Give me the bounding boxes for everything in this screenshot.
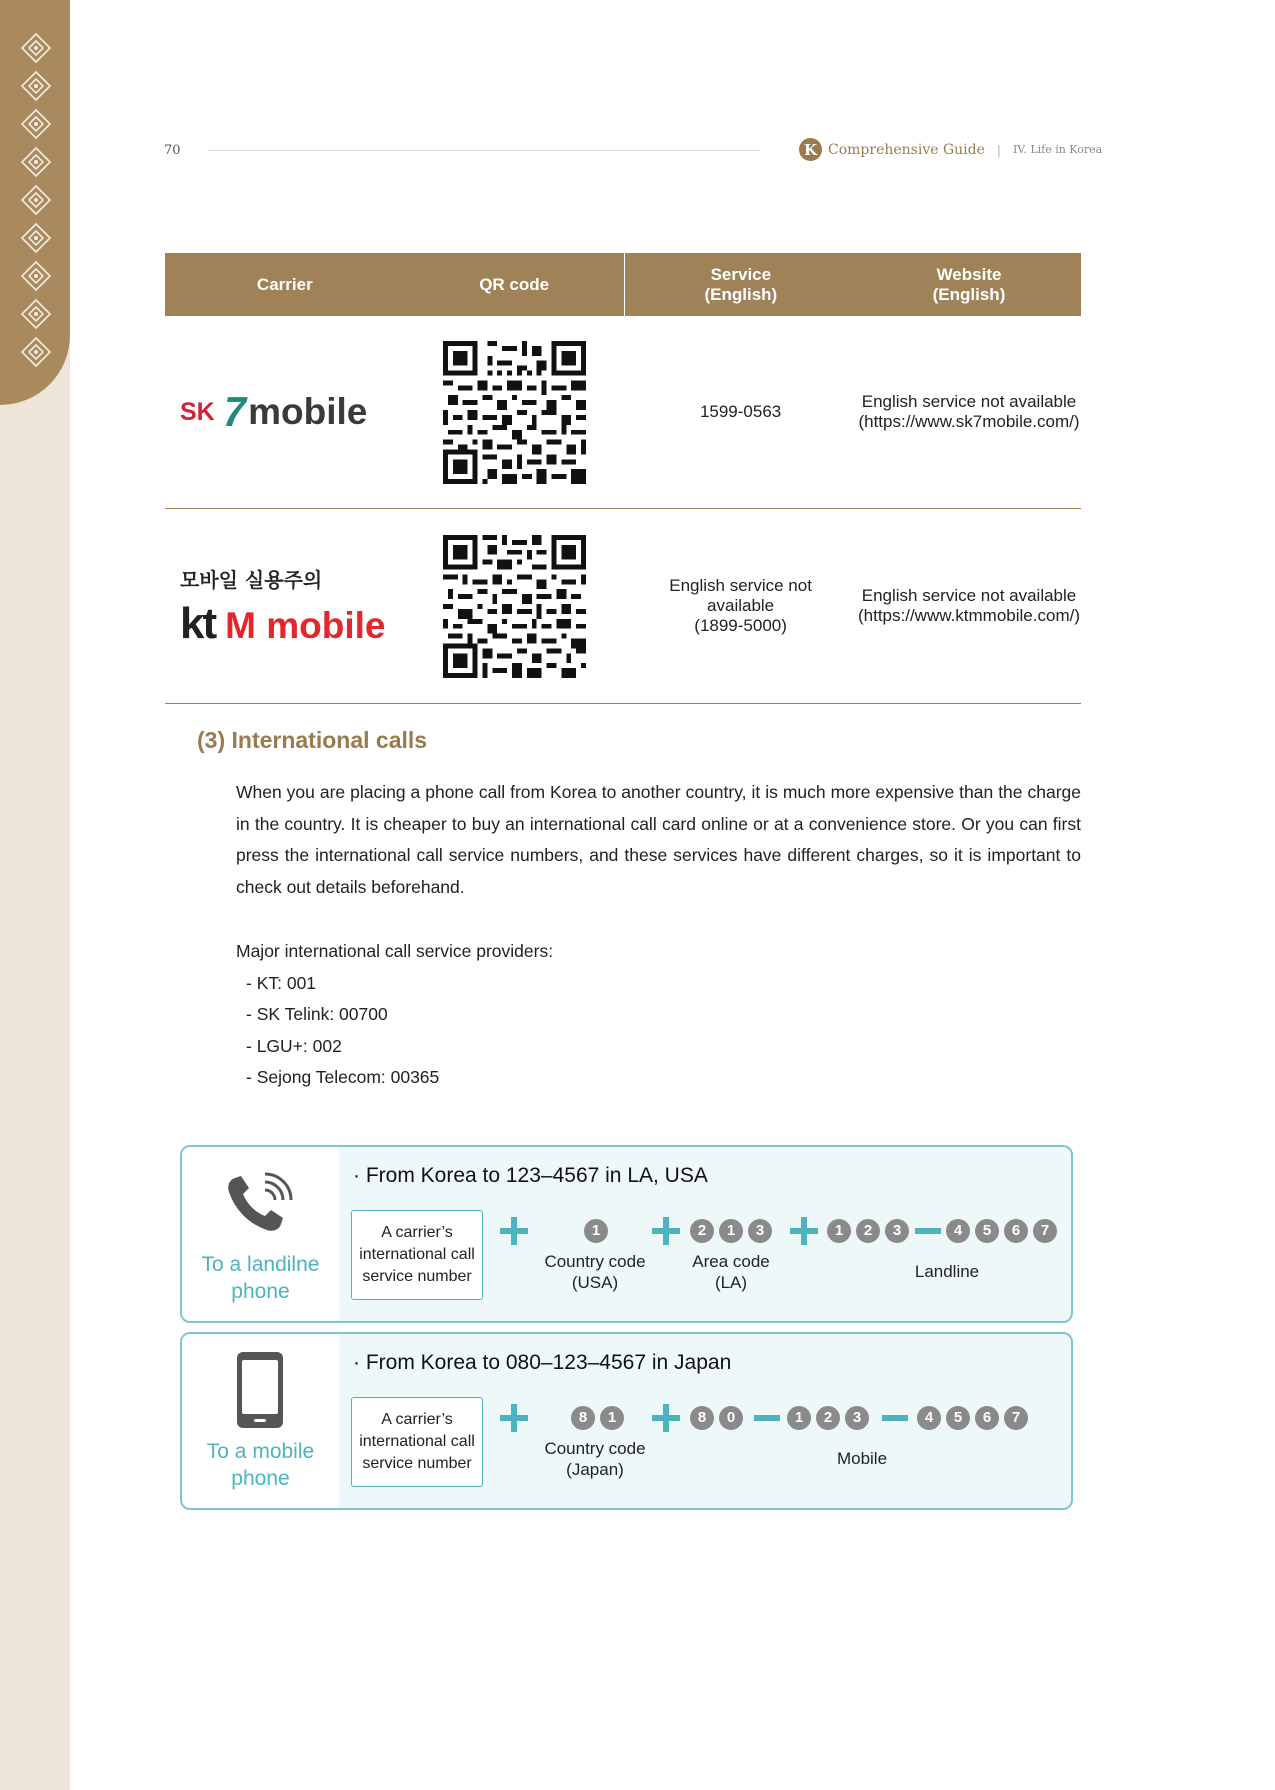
dash-icon — [915, 1228, 941, 1234]
ornament-icon — [20, 184, 52, 216]
digit-badge: 3 — [885, 1219, 909, 1243]
sk7mobile-logo — [166, 388, 404, 436]
digit-badge: 8 — [571, 1406, 595, 1430]
qr-cell — [405, 316, 625, 509]
digit-badge: 2 — [690, 1219, 714, 1243]
landline-example-title: · From Korea to 123–4567 in LA, USA — [353, 1164, 708, 1187]
dash-icon — [754, 1415, 780, 1421]
section-heading: (3) International calls — [197, 727, 428, 753]
logo-mmobile-text: M mobile — [225, 604, 386, 646]
digit-badge: 8 — [690, 1406, 714, 1430]
country-code-caption: Country code (USA) — [544, 1252, 646, 1292]
logo-7-text: 7 — [217, 388, 252, 435]
body-paragraph: When you are placing a phone call from Korea to another country, it is much more expensive than the charge in the country. It is cheaper to buy an international call card online or at a convenience store. Or you can first press the international call service numbers, and these services have different charges, so it is important to check out details beforehand. — [236, 782, 1081, 897]
list-item: - SK Telink: 00700 — [246, 1004, 388, 1024]
list-item: - KT: 001 — [246, 972, 317, 993]
col-website: Website (English) — [857, 253, 1081, 316]
header-rule — [208, 150, 760, 151]
landline-caption: Landline — [914, 1262, 980, 1281]
carrier-cell — [165, 316, 405, 509]
table-row — [165, 316, 1081, 509]
side-band — [0, 0, 70, 1790]
ktmmobile-logo — [166, 564, 404, 649]
service-cell: 1599-0563 — [624, 316, 857, 509]
plus-icon — [790, 1217, 818, 1245]
digit-badge: 7 — [1004, 1406, 1028, 1430]
col-qr: QR code — [405, 253, 625, 316]
chapter-name: IV. Life in Korea — [1012, 143, 1103, 156]
ornament-icon — [20, 32, 52, 64]
carrier-number-box: A carrier’s international call service number — [351, 1397, 483, 1487]
digit-badge: 4 — [946, 1219, 970, 1243]
landline-label: To a landilne phone — [201, 1253, 320, 1303]
ornament-icon — [20, 336, 52, 368]
list-item: - Sejong Telecom: 00365 — [246, 1067, 440, 1087]
ornament-icon — [20, 298, 52, 330]
mobile-dialing-box — [180, 1332, 1073, 1510]
col-carrier: Carrier — [165, 253, 405, 316]
guide-logo-icon: K — [799, 138, 822, 161]
running-header — [799, 138, 1102, 161]
digit-badge: 1 — [600, 1406, 624, 1430]
digit-badge: 7 — [1033, 1219, 1057, 1243]
carrier-number-box: A carrier’s international call service number — [351, 1210, 483, 1300]
guide-title: Comprehensive Guide — [828, 141, 985, 158]
digit-badge: 2 — [816, 1406, 840, 1430]
table-header-row — [165, 253, 1081, 316]
plus-icon — [652, 1217, 680, 1245]
country-code-caption: Country code (Japan) — [544, 1439, 646, 1479]
logo-mobile-text: mobile — [248, 391, 368, 432]
list-item: - LGU+: 002 — [246, 1035, 342, 1056]
providers-list — [236, 936, 553, 1094]
logo-kt-text: kt — [180, 598, 216, 648]
qr-cell — [405, 509, 625, 704]
ornament-icon — [20, 70, 52, 102]
area-code-caption: Area code (LA) — [692, 1252, 770, 1292]
digit-badge: 0 — [719, 1406, 743, 1430]
mobile-label: To a mobile phone — [206, 1440, 315, 1490]
header-separator: | — [996, 142, 1001, 157]
table-row — [165, 509, 1081, 704]
logo-sk-text: SK — [180, 397, 215, 426]
landline-dialing-box — [180, 1145, 1073, 1323]
ornament-icon — [20, 222, 52, 254]
mobile-caption: Mobile — [836, 1449, 888, 1468]
digit-badge: 6 — [1004, 1219, 1028, 1243]
website-cell: English service not available (https://www.ktmmobile.com/) — [857, 509, 1081, 704]
digit-badge: 5 — [975, 1219, 999, 1243]
logo-korean-slogan: 모바일 실용주의 — [180, 567, 323, 592]
digit-badge: 1 — [787, 1406, 811, 1430]
plus-icon — [652, 1404, 680, 1432]
dash-icon — [882, 1415, 908, 1421]
plus-icon — [500, 1217, 528, 1245]
providers-title: Major international call service providers: — [236, 941, 554, 961]
ornament-icon — [20, 260, 52, 292]
digit-badge: 6 — [975, 1406, 999, 1430]
digit-badge: 5 — [946, 1406, 970, 1430]
digit-badge: 1 — [827, 1219, 851, 1243]
sk7mobile-qr-code-icon[interactable] — [443, 341, 586, 484]
plus-icon — [500, 1404, 528, 1432]
landline-label-column — [182, 1147, 339, 1321]
ornament-icon — [20, 146, 52, 178]
carrier-table — [165, 253, 1081, 704]
col-service: Service (English) — [624, 253, 857, 316]
ornament-icon — [20, 108, 52, 140]
side-band-top — [0, 0, 70, 405]
mobile-example-title: · From Korea to 080–123–4567 in Japan — [353, 1351, 732, 1374]
phone-ringing-icon — [225, 1170, 297, 1236]
digit-badge: 3 — [748, 1219, 772, 1243]
digit-badge: 4 — [917, 1406, 941, 1430]
digit-badge: 3 — [845, 1406, 869, 1430]
website-cell: English service not available (https://www.sk7mobile.com/) — [857, 316, 1081, 509]
ktmmobile-qr-code-icon[interactable] — [443, 535, 586, 678]
carrier-cell — [165, 509, 405, 704]
smartphone-icon — [235, 1350, 285, 1430]
digit-badge: 2 — [856, 1219, 880, 1243]
digit-badge: 1 — [584, 1219, 608, 1243]
service-cell: English service not available (1899-5000) — [624, 509, 857, 704]
digit-badge: 1 — [719, 1219, 743, 1243]
page-number: 70 — [164, 143, 181, 158]
mobile-label-column — [182, 1334, 339, 1508]
